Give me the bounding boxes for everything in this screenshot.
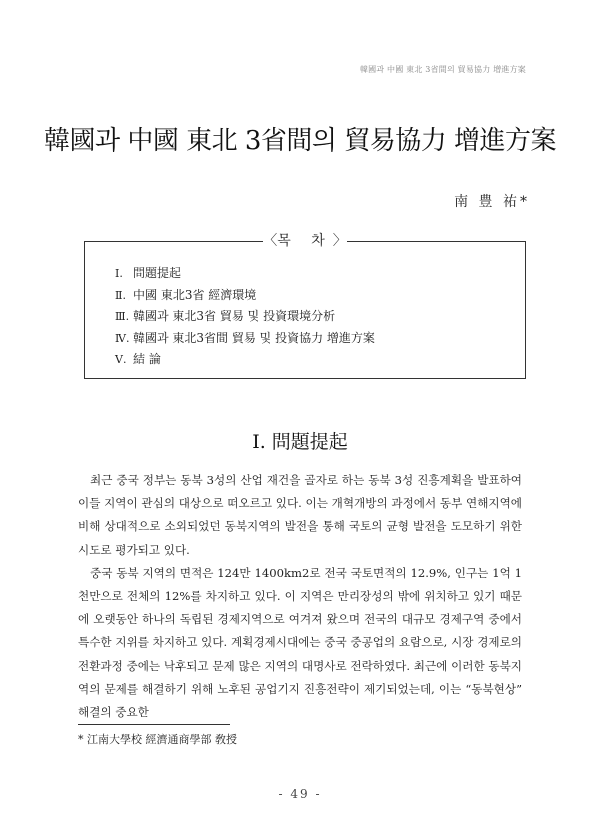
toc-heading <box>263 230 347 250</box>
toc-item-number: Ⅲ. <box>115 310 130 323</box>
toc-item-label: 結 論 <box>133 352 161 366</box>
footnote-divider <box>78 724 230 725</box>
table-of-contents <box>84 233 526 379</box>
toc-item-label: 韓國과 東北3省間 貿易 및 投資協力 增進方案 <box>133 330 375 345</box>
toc-item[interactable] <box>115 306 375 328</box>
body-text <box>78 469 522 724</box>
toc-item[interactable] <box>115 263 375 285</box>
toc-item-number: Ⅳ. <box>115 331 130 345</box>
page-title: 韓國과 中國 東北 3省間의 貿易協力 增進方案 <box>43 126 557 156</box>
paragraph: 중국 동북 지역의 면적은 124만 1400km2로 전국 국토면적의 12.9%, 인구는 1억 1천만으로 전체의 12%를 차지하고 있다. 이 지역은 만리장성의 밖에 위치하고 있기 때문에 오랫동안 하나의 독립된 경제지역으로 여겨져 왔으며 전국의 대규모 경제구역 중에서 특수한 지위를 차지하고 있다. 계획경제시대에는 중국 중공업의 요람으로, 시장 경제로의 전환과정 중에는 낙후되고 문제 많은 지역의 대명사로 전락하였다. 최근에 이러한 동북지역의 문제를 해결하기 위해 노후된 공업기지 진흥전략이 제기되었는데, 이는 “동북현상” 해결의 중요한 <box>78 565 522 720</box>
toc-item[interactable] <box>115 328 375 350</box>
right-angle-icon: 〉 <box>332 233 347 249</box>
running-head: 韓國과 中國 東北 3省間의 貿易協力 增進方案 <box>359 65 526 74</box>
toc-item[interactable] <box>115 285 375 307</box>
left-angle-icon: 〈 <box>263 233 278 249</box>
footnote: * 江南大學校 經濟通商學部 敎授 <box>78 733 237 746</box>
toc-item[interactable] <box>115 349 375 371</box>
section-heading: Ⅰ. 問題提起 <box>252 431 348 453</box>
toc-list <box>115 263 375 371</box>
toc-item-label: 中國 東北3省 經濟環境 <box>133 287 257 302</box>
toc-item-number: Ⅴ. <box>115 353 127 366</box>
toc-item-number: Ⅰ. <box>115 267 123 280</box>
toc-item-label: 問題提起 <box>133 266 182 280</box>
author-name: 南 豊 祐* <box>454 194 530 210</box>
page-number: - 49 - <box>278 787 322 801</box>
toc-item-label: 韓國과 東北3省 貿易 및 投資環境分析 <box>133 309 336 323</box>
toc-border-right <box>347 241 525 242</box>
toc-heading-label: 목 차 <box>277 233 333 249</box>
paragraph: 최근 중국 정부는 동북 3성의 산업 재건을 골자로 하는 동북 3성 진흥계획을 발표하여 이들 지역이 관심의 대상으로 떠오르고 있다. 이는 개혁개방의 과정에서 동부 연해지역에 비해 상대적으로 소외되었던 동북지역의 발전을 통해 국토의 균형 발전을 도모하기 위한 시도로 평가되고 있다. <box>78 473 522 557</box>
toc-item-number: Ⅱ. <box>115 288 126 302</box>
toc-border-left <box>85 241 263 242</box>
